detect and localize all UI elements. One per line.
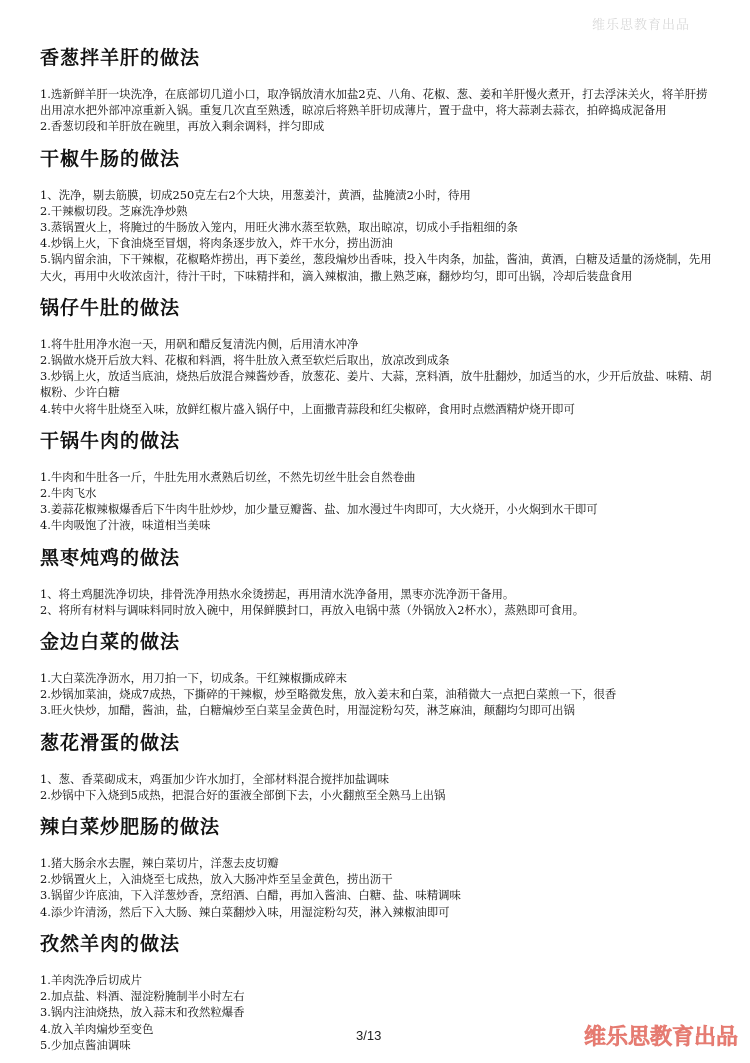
- recipe-step: 1、洗净，剔去筋膜，切成250克左右2个大块，用葱姜汁，黄酒，盐腌渍2小时，待用: [40, 187, 471, 202]
- section-title: 辣白菜炒肥肠的做法: [40, 816, 221, 839]
- recipe-step: 3.旺火快炒，加醋，酱油，盐，白糖煸炒至白菜呈金黄色时，用湿淀粉勾芡，淋芝麻油，颠翻均匀即可出锅: [40, 703, 575, 718]
- recipe-section: [40, 544, 712, 618]
- recipe-step: 2.牛肉飞水: [40, 486, 97, 501]
- recipe-step: 1.选新鲜羊肝一块洗净，在底部切几道小口，取净锅放清水加盐2克、八角、花椒、葱、姜和羊肝慢火煮开，打去浮沫关火，将羊肝捞出用凉水把外部冲凉重新入锅。重复几次直至熟透，晾凉后将熟羊肝切成薄片，置于盘中，将大蒜剥去蒜衣，拍碎捣成泥备用: [40, 87, 708, 118]
- section-title: 香葱拌羊肝的做法: [40, 47, 201, 69]
- recipe-step: 2.炒锅置火上，入油烧至七成热，放入大肠冲炸至呈金黄色，捞出沥干: [40, 872, 393, 887]
- recipe-section: [40, 294, 712, 417]
- recipe-step: 2.炒锅加菜油，烧成7成热，下撕碎的干辣椒，炒至略微发焦，放入姜末和白菜，油稍微大一点把白菜煎一下，很香: [40, 687, 617, 702]
- section-title: 锅仔牛肚的做法: [40, 296, 181, 319]
- section-title: 金边白菜的做法: [40, 631, 181, 654]
- recipe-step: 5.少加点酱油调味: [40, 1037, 131, 1052]
- recipe-step: 3.炒锅上火，放适当底油，烧热后放混合辣酱炒香，放葱花、姜片、大蒜，烹料酒，放牛肚翻炒，加适当的水，少开后放盐、味精、胡椒粉、少许白糖: [40, 369, 712, 400]
- recipe-step: 1、葱、香菜砌成末，鸡蛋加少许水加打，全部材料混合搅拌加盐调味: [40, 771, 389, 786]
- recipe-section: [40, 628, 712, 719]
- recipe-step: 4.转中火将牛肚烧至入味，放鲜红椒片盛入锅仔中，上面撒青蒜段和红尖椒碎，食用时点燃酒精炉烧开即可: [40, 401, 575, 416]
- recipe-step: 4.添少许清汤，然后下入大肠、辣白菜翻炒入味，用湿淀粉勾芡，淋入辣椒油即可: [40, 904, 450, 919]
- recipe-step: 1.牛肉和牛肚各一斤，牛肚先用水煮熟后切丝，不然先切丝牛肚会自然卷曲: [40, 469, 416, 484]
- document-body: [40, 44, 712, 1063]
- footer-brand-logo: 维乐思教育出品: [584, 1025, 739, 1050]
- recipe-step: 2、将所有材料与调味料同时放入碗中，用保鲜膜封口，再放入电锅中蒸（外锅放入2杯水），蒸熟即可食用。: [40, 602, 585, 617]
- header-watermark: 维乐思教育出品: [592, 18, 691, 33]
- recipe-step: 2.炒锅中下入烧到5成热，把混合好的蛋液全部倒下去，小火翻煎至全熟马上出锅: [40, 787, 446, 802]
- section-title: 干锅牛肉的做法: [40, 429, 181, 452]
- section-title: 葱花滑蛋的做法: [40, 731, 181, 754]
- recipe-step: 4.炒锅上火，下食油烧至冒烟，将肉条逐步放入，炸干水分，捞出沥油: [40, 236, 393, 251]
- recipe-step: 1.猪大肠余水去腥，辣白菜切片，洋葱去皮切瓣: [40, 856, 279, 871]
- recipe-step: 1.将牛肚用净水泡一天，用矾和醋反复清洗内侧，后用清水冲净: [40, 336, 359, 351]
- section-title: 孜然羊肉的做法: [40, 932, 181, 955]
- recipe-step: 1、将土鸡腿洗净切块，排骨洗净用热水氽烫捞起，再用清水洗净备用，黑枣亦洗净沥干备用。: [40, 586, 515, 601]
- recipe-section: [40, 145, 712, 284]
- recipe-step: 2.香葱切段和羊肝放在碗里，再放入剩余调料，拌匀即成: [40, 119, 325, 134]
- recipe-step: 3.姜蒜花椒辣椒爆香后下牛肉牛肚炒炒，加少量豆瓣酱、盐、加水漫过牛肉即可，大火烧开，小火焖到水干即可: [40, 502, 598, 517]
- recipe-step: 3.锅内注油烧热，放入蒜末和孜然粒爆香: [40, 1005, 245, 1020]
- recipe-step: 3.锅留少许底油，下入洋葱炒香，烹绍酒、白醋，再加入酱油、白糖、盐、味精调味: [40, 888, 461, 903]
- recipe-step: 2.加点盐、料酒、湿淀粉腌制半小时左右: [40, 989, 245, 1004]
- recipe-step: 4.放入羊肉煸炒至变色: [40, 1021, 154, 1036]
- recipe-step: 1.大白菜洗净沥水，用刀拍一下，切成条。干红辣椒撕成碎末: [40, 671, 348, 686]
- recipe-section: [40, 427, 712, 534]
- recipe-section: [40, 729, 712, 803]
- page-number: 3/13: [356, 1028, 382, 1043]
- section-title: 干椒牛肠的做法: [40, 147, 181, 170]
- recipe-step: 4.牛肉吸饱了汁液，味道相当美味: [40, 518, 211, 533]
- recipe-step: 3.蒸锅置火上，将腌过的牛肠放入笼内，用旺火沸水蒸至软熟，取出晾凉，切成小手指粗细的条: [40, 220, 518, 235]
- recipe-step: 2.干辣椒切段。芝麻洗净炒熟: [40, 203, 188, 218]
- recipe-step: 1.羊肉洗净后切成片: [40, 972, 142, 987]
- recipe-step: 5.锅内留余油，下干辣椒，花椒略炸捞出，再下姜丝，葱段煸炒出香味，投入牛肉条，加盐，酱油，黄酒，白糖及适量的汤烧制，先用大火，再用中火收浓卤汁，待汁干时，下味精拌和，滴入辣椒油，撒上熟芝麻，翻炒均匀，即可出锅，冷却后装盘食用: [40, 252, 712, 283]
- recipe-section: [40, 44, 712, 135]
- recipe-section: [40, 813, 712, 920]
- section-title: 黑枣炖鸡的做法: [40, 546, 181, 569]
- recipe-step: 2.锅做水烧开后放大料、花椒和料酒，将牛肚放入煮至软烂后取出，放凉改到成条: [40, 353, 450, 368]
